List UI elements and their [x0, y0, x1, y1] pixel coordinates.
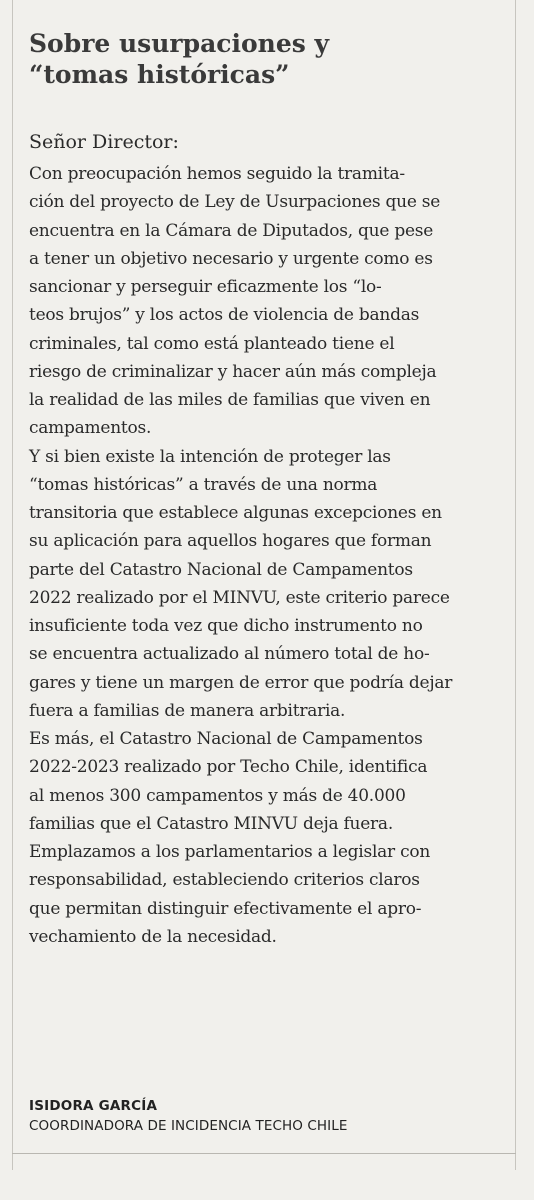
signature-role: COORDINADORA DE INCIDENCIA TECHO CHILE [29, 1118, 348, 1134]
body-line: transitoria que establece algunas excepciones en [29, 503, 442, 523]
body-line: encuentra en la Cámara de Diputados, que pese [29, 220, 434, 241]
letter-greeting: Señor Director: [29, 131, 179, 153]
body-line: “tomas históricas” a través de una norma [29, 474, 378, 495]
body-line: 2022-2023 realizado por Techo Chile, identifica [29, 757, 428, 778]
letter-signature [29, 1096, 348, 1136]
body-line: ción del proyecto de Ley de Usurpaciones que se [29, 192, 441, 213]
letter-body [29, 160, 515, 951]
body-line: Con preocupación hemos seguido la tramita- [29, 164, 405, 184]
body-line: que permitan distinguir efectivamente el apro- [29, 898, 422, 919]
body-line: sancionar y perseguir eficazmente los “lo- [29, 277, 382, 297]
body-line: insuficiente toda vez que dicho instrumento no [29, 616, 423, 636]
title-line: “tomas históricas” [29, 60, 290, 89]
letter-column [12, 0, 516, 1170]
body-line: la realidad de las miles de familias que viven en [29, 390, 431, 410]
body-line: Emplazamos a los parlamentarios a legislar con [29, 842, 431, 862]
title-line: Sobre usurpaciones y [29, 29, 330, 58]
body-line: criminales, tal como está planteado tiene el [29, 333, 395, 354]
body-line: 2022 realizado por el MINVU, este criterio parece [29, 587, 450, 608]
body-line: campamentos. [29, 418, 152, 439]
signature-name: ISIDORA GARCÍA [29, 1098, 158, 1114]
body-line: fuera a familias de manera arbitraria. [29, 700, 346, 721]
body-line: responsabilidad, estableciendo criterios claros [29, 870, 420, 891]
body-line: Y si bien existe la intención de proteger las [29, 446, 391, 467]
body-line: su aplicación para aquellos hogares que forman [29, 531, 432, 552]
body-line: teos brujos” y los actos de violencia de bandas [29, 305, 420, 326]
body-line: vechamiento de la necesidad. [29, 926, 277, 947]
body-line: a tener un objetivo necesario y urgente como es [29, 248, 433, 269]
body-line: se encuentra actualizado al número total de ho- [29, 644, 430, 665]
body-line: parte del Catastro Nacional de Campamentos [29, 559, 413, 580]
body-line: Es más, el Catastro Nacional de Campamentos [29, 729, 423, 749]
body-line: familias que el Catastro MINVU deja fuera. [29, 813, 393, 834]
letter-title [29, 28, 509, 90]
body-line: al menos 300 campamentos y más de 40.000 [29, 785, 406, 806]
body-line: riesgo de criminalizar y hacer aún más compleja [29, 361, 437, 382]
body-line: gares y tiene un margen de error que podría dejar [29, 672, 453, 693]
bottom-divider [12, 1153, 516, 1154]
